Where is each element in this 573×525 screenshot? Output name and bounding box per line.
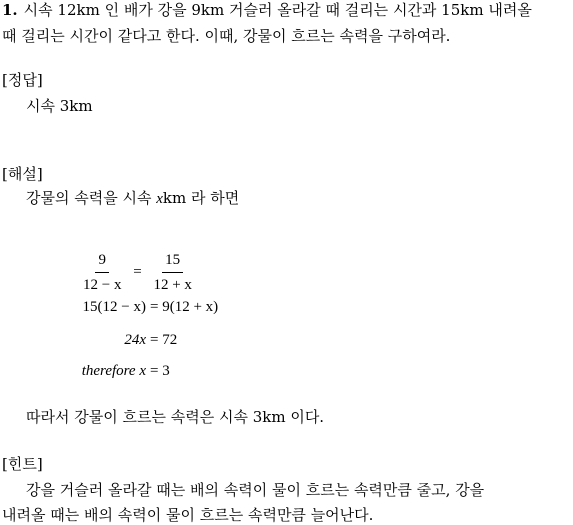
fraction-rhs-numerator: 15 <box>162 250 183 273</box>
equation-4-lhs: therefore x <box>81 363 146 379</box>
equation-1 <box>78 250 197 295</box>
solution-header: [해설] <box>2 165 43 183</box>
problem-text-1: 시속 12km 인 배가 강을 9km 거슬러 올라갈 때 걸리는 시간과 15km 내려올 <box>23 1 532 19</box>
answer-header: [정답] <box>2 71 43 89</box>
solution-intro-pre: 강물의 속력을 시속 <box>26 189 157 207</box>
answer-text: 시속 3km <box>26 97 93 115</box>
solution-intro <box>26 188 239 209</box>
problem-line-2 <box>2 26 450 46</box>
fraction-lhs-numerator: 9 <box>95 250 109 273</box>
solution-conclusion: 따라서 강물이 흐르는 속력은 시속 3km 이다. <box>26 408 325 426</box>
fraction-rhs <box>150 250 194 295</box>
equation-4-rhs: = 3 <box>150 363 170 379</box>
hint-line-1: 강을 거슬러 올라갈 때는 배의 속력이 물이 흐르는 속력만큼 줄고, 강을 <box>26 481 485 499</box>
fraction-lhs <box>80 250 124 295</box>
hint-header: [힌트] <box>2 455 43 473</box>
equation-2-rhs: = 9(12 + x) <box>150 299 219 315</box>
fraction-lhs-denominator: 12 − x <box>83 277 122 293</box>
hint-line-2: 내려올 때는 배의 속력이 물이 흐르는 속력만큼 늘어난다. <box>2 506 374 524</box>
problem-line-1 <box>2 0 532 20</box>
solution-intro-post: km 라 하면 <box>162 189 240 207</box>
equation-3-rhs: = 72 <box>150 332 178 348</box>
equation-3-lhs: 24x <box>124 332 146 348</box>
equation-2-lhs: 15(12 − x) <box>82 299 146 315</box>
problem-number: 1. <box>2 1 18 19</box>
solution-intro-var: x <box>156 191 163 207</box>
problem-text-2: 때 걸리는 시간이 같다고 한다. 이때, 강물이 흐르는 속력을 구하여라. <box>2 27 451 45</box>
fraction-rhs-denominator: 12 + x <box>153 277 192 293</box>
equals-sign: = <box>133 263 142 280</box>
